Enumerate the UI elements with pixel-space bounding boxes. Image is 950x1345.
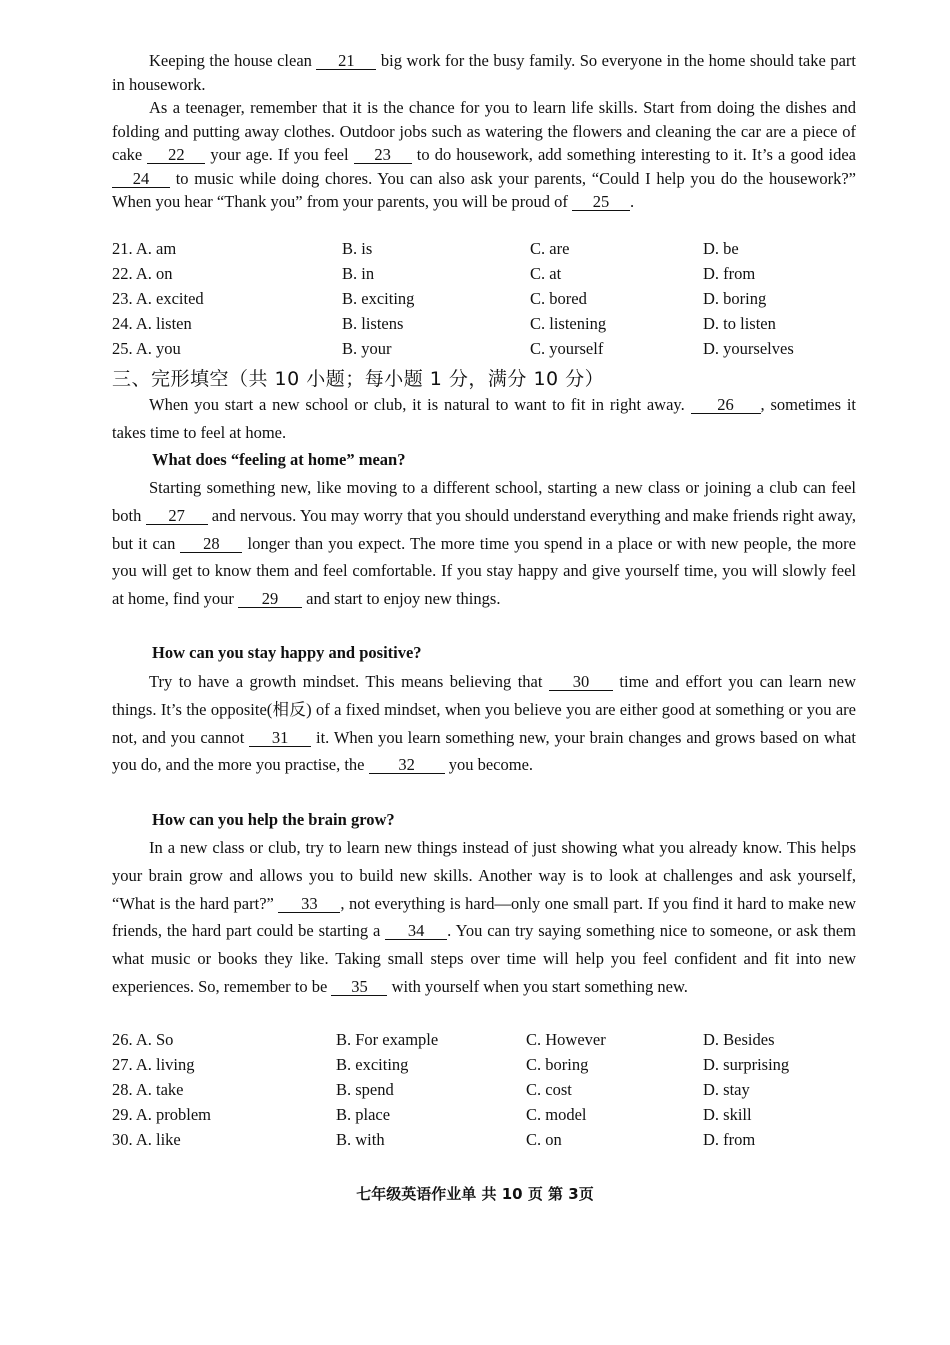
- option-b: B. place: [336, 1105, 391, 1124]
- option-c: C. bored: [530, 289, 587, 308]
- options-row-22: [112, 264, 856, 288]
- option-a: 23. A. excited: [112, 289, 204, 308]
- option-c: C. model: [526, 1105, 587, 1124]
- text: big work for the busy family. So everyone in the home should take part in housework.: [112, 51, 856, 94]
- section-title: 三、完形填空（共 10 小题；每小题 1 分，满分 10 分）: [112, 368, 605, 390]
- passage2-paragraph-2: [112, 96, 856, 214]
- blank-27: 27: [146, 508, 208, 525]
- option-b: B. with: [336, 1130, 385, 1149]
- text: When you start a new school or club, it is natural to want to fit in right away.: [149, 395, 691, 414]
- blank-33: 33: [278, 896, 340, 913]
- options-row-26: [112, 1030, 856, 1054]
- text: , sometimes it takes time to feel at home.: [112, 395, 856, 442]
- option-d: D. surprising: [703, 1055, 790, 1074]
- text: In a new class or club, try to learn new things instead of just showing what you already know. This helps your brain grow and allows you to build new skills. Another way is to look at challenges and ask yourself, “What is the hard part?”: [112, 838, 856, 913]
- blank-31: 31: [249, 730, 311, 747]
- text: longer than you expect. The more time you spend in a place or with new people, the more you will get to know them and feel comfortable. If you stay happy and give yourself time, you will slowly feel at home, find your: [112, 533, 857, 609]
- option-d: D. yourselves: [703, 339, 794, 358]
- option-a: 30. A. like: [112, 1130, 181, 1149]
- blank-34: 34: [385, 923, 447, 940]
- heading-brain-grow: How can you help the brain grow?: [152, 810, 395, 829]
- options-row-23: [112, 289, 856, 313]
- options-row-30: [112, 1130, 856, 1154]
- options-row-21: [112, 239, 856, 263]
- option-b: B. exciting: [342, 289, 415, 308]
- text: you become.: [444, 755, 534, 775]
- section3-paragraph-3: [112, 834, 856, 1001]
- text: time and effort you can learn new things. It’s the opposite(相反) of a fixed mindset, when you believe you are either good at something or you are not, and you cannot: [112, 672, 856, 747]
- option-a: 22. A. on: [112, 264, 173, 283]
- heading-stay-positive: How can you stay happy and positive?: [152, 643, 422, 662]
- text: your age. If you feel: [205, 145, 354, 164]
- text: to do housework, add something interesting to it. It’s a good idea: [411, 145, 856, 164]
- section3-intro: [112, 391, 856, 447]
- option-a: 25. A. you: [112, 339, 181, 358]
- text: it. When you learn something new, your brain changes and grows based on what you do, and the more you practise, the: [112, 727, 856, 775]
- option-c: C. on: [526, 1130, 562, 1149]
- passage2-paragraph-1: [112, 49, 856, 96]
- option-d: D. be: [703, 239, 739, 258]
- option-a: 26. A. So: [112, 1030, 174, 1049]
- text: Try to have a growth mindset. This means believing that: [149, 672, 549, 691]
- option-c: C. yourself: [530, 339, 604, 358]
- blank-35: 35: [331, 979, 387, 996]
- options-row-25: [112, 339, 856, 363]
- option-c: C. However: [526, 1030, 606, 1049]
- option-b: B. exciting: [336, 1055, 409, 1074]
- blank-24: 24: [112, 171, 170, 188]
- option-d: D. boring: [703, 289, 767, 308]
- section3-paragraph-2: [112, 668, 856, 779]
- text: and start to enjoy new things.: [302, 589, 501, 609]
- blank-32: 32: [369, 757, 445, 774]
- blank-22: 22: [147, 147, 205, 164]
- blank-28: 28: [180, 536, 242, 553]
- option-d: D. from: [703, 1130, 756, 1149]
- option-b: B. is: [342, 239, 373, 258]
- text: As a teenager, remember that it is the chance for you to learn life skills. Start from doing the dishes and folding and putting away clothes. Outdoor jobs such as watering the flowers and cleaning the car are a piece of cake: [112, 98, 856, 164]
- option-a: 24. A. listen: [112, 314, 192, 333]
- option-c: C. listening: [530, 314, 607, 333]
- option-b: B. listens: [342, 314, 404, 333]
- option-d: D. skill: [703, 1105, 752, 1124]
- option-d: D. Besides: [703, 1030, 775, 1049]
- option-a: 29. A. problem: [112, 1105, 211, 1124]
- option-a: 27. A. living: [112, 1055, 195, 1074]
- option-d: D. from: [703, 264, 756, 283]
- blank-25: 25: [572, 194, 630, 211]
- text: .: [630, 192, 635, 211]
- page-footer: 七年级英语作业单 共 10 页 第 3页: [356, 1185, 594, 1203]
- option-c: C. at: [530, 264, 562, 283]
- option-d: D. stay: [703, 1080, 750, 1099]
- blank-30: 30: [549, 674, 613, 691]
- option-c: C. cost: [526, 1080, 572, 1099]
- section3-paragraph-1: [112, 474, 856, 613]
- option-b: B. in: [342, 264, 375, 283]
- options-row-24: [112, 314, 856, 338]
- options-row-27: [112, 1055, 856, 1079]
- text: , not everything is hard—only one small part. If you find it hard to make new friends, the hard part could be starting a: [112, 893, 856, 941]
- text: to music while doing chores. You can also ask your parents, “Could I help you do the housework?” When you hear “Thank you” from your parents, you will be proud of: [112, 168, 856, 211]
- blank-26: 26: [691, 397, 761, 414]
- blank-21: 21: [316, 53, 376, 70]
- heading-feeling-at-home: What does “feeling at home” mean?: [152, 450, 406, 469]
- blank-29: 29: [238, 591, 302, 608]
- option-c: C. boring: [526, 1055, 589, 1074]
- text: and nervous. You may worry that you should understand everything and make friends right away, but it can: [112, 505, 856, 553]
- options-row-29: [112, 1105, 856, 1129]
- option-b: B. For example: [336, 1030, 439, 1049]
- text: Starting something new, like moving to a different school, starting a new class or joining a club can feel both: [112, 478, 856, 525]
- option-b: B. your: [342, 339, 392, 358]
- options-row-28: [112, 1080, 856, 1104]
- blank-23: 23: [354, 147, 412, 164]
- text: with yourself when you start something new.: [387, 976, 688, 996]
- option-c: C. are: [530, 239, 570, 258]
- text: Keeping the house clean: [149, 51, 317, 70]
- option-a: 21. A. am: [112, 239, 177, 258]
- option-d: D. to listen: [703, 314, 776, 333]
- text: . You can try saying something nice to someone, or ask them what music or books they like. Taking small steps over time will help you feel confident and fit into new experiences. So, remember to be: [112, 921, 857, 996]
- option-a: 28. A. take: [112, 1080, 184, 1099]
- option-b: B. spend: [336, 1080, 394, 1099]
